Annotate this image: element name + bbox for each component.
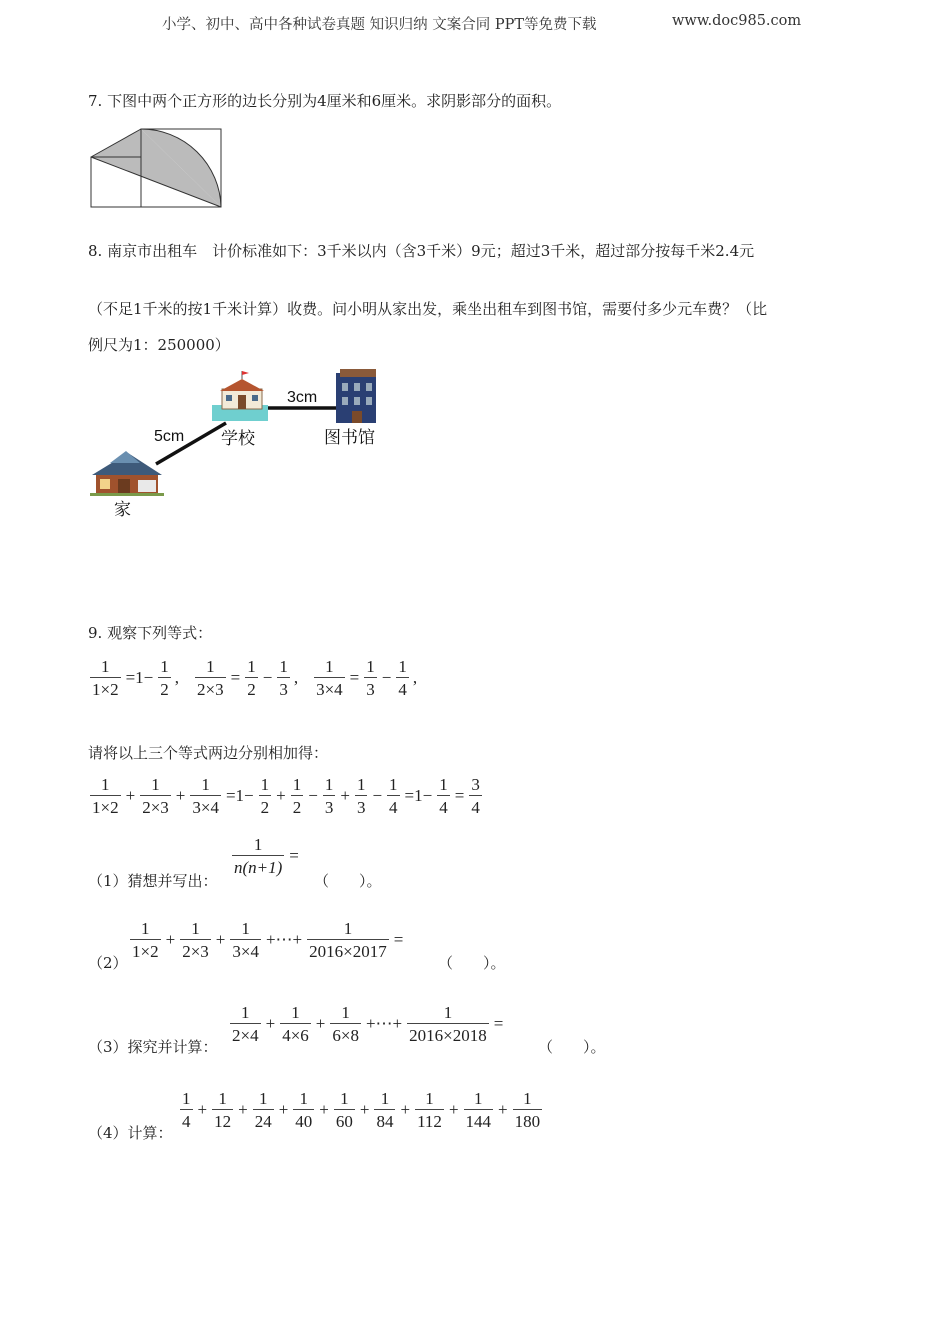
p3-label: （3）探究并计算： (88, 1038, 218, 1056)
p2-answer-blank[interactable]: （ ）。 (438, 954, 506, 972)
fraction: $\frac{1}{2}$ (260, 775, 270, 817)
fraction: $\frac{1}{144}$ (465, 1089, 492, 1131)
fraction: $\frac{1}{3\times 4}$ (192, 775, 219, 817)
p2-label: （2） (88, 954, 128, 972)
fraction: $\frac{1}{4\times 6}$ (282, 1003, 309, 1045)
fraction: $\frac{1}{1\times 2}$ (132, 919, 159, 961)
q7-squares-figure (88, 126, 223, 211)
p2-expression: $\frac{1}{1\times 2}$ + $\frac{1}{2\times 3}$ + $\frac{1}{3\times 4}$ +⋯+ $\frac{1}{2016\times 2017}$ = (132, 919, 404, 961)
school-icon (212, 371, 268, 421)
p3-expression: $\frac{1}{2\times 4}$ + $\frac{1}{4\times 6}$ + $\frac{1}{6\times 8}$ +⋯+ $\frac{1}{2016\times 2018}$ = (232, 1003, 504, 1045)
fraction: $\frac{3}{4}$ (471, 775, 480, 817)
fraction: $\frac{1}{n(n+1)}$ (234, 835, 283, 877)
q9-sum-equation: $\frac{1}{1\times 2}$ + $\frac{1}{2\times 3}$ + $\frac{1}{3\times 4}$ =1− $\frac{1}{2}$ + $\frac{1}{2}$ − $\frac{1}{3}$ + $\frac{1}{3}$ − $\frac{1}{4}$ =1− $\frac{1}{4}$ = $\frac{3}{4}$ (92, 775, 480, 817)
house-icon (90, 451, 164, 496)
fraction: $\frac{1}{2\times 3}$ (142, 775, 169, 817)
q9-sum-text: 请将以上三个等式两边分别相加得： (88, 744, 329, 762)
q9-observe-equations: $\frac{1}{1\times 2}$ =1− $\frac{1}{2}$ , $\frac{1}{2\times 3}$ = $\frac{1}{2}$ − $\frac{1}{3}$ , $\frac{1}{3\times 4}$ = $\frac{1}{3}$ − $\frac{1}{4}$ , (92, 657, 418, 699)
fraction: $\frac{1}{3\times 4}$ (232, 919, 259, 961)
fraction: $\frac{1}{112}$ (417, 1089, 442, 1131)
fraction: $\frac{1}{3}$ (366, 657, 375, 699)
fraction: $\frac{1}{3}$ (324, 775, 334, 817)
fraction: $\frac{1}{2}$ (292, 775, 302, 817)
fraction: $\frac{1}{84}$ (376, 1089, 394, 1131)
p1-answer-blank[interactable]: （ ）。 (314, 872, 382, 890)
q7-text: 7. 下图中两个正方形的边长分别为4厘米和6厘米。求阴影部分的面积。 (88, 92, 562, 110)
fraction: $\frac{1}{2\times 3}$ (197, 657, 224, 699)
fraction: $\frac{1}{60}$ (335, 1089, 353, 1131)
q9-intro: 9. 观察下列等式： (88, 624, 213, 642)
fraction: $\frac{1}{2}$ (160, 657, 169, 699)
q8-line3: 例尺为1：250000） (88, 336, 230, 354)
fraction: $\frac{1}{24}$ (254, 1089, 272, 1131)
fraction: $\frac{1}{2016\times 2018}$ (409, 1003, 487, 1045)
fraction: $\frac{1}{40}$ (295, 1089, 313, 1131)
fraction: $\frac{1}{1\times 2}$ (92, 775, 119, 817)
fraction: $\frac{1}{180}$ (514, 1089, 541, 1131)
fraction: $\frac{1}{2\times 3}$ (182, 919, 209, 961)
fraction: $\frac{1}{3\times 4}$ (316, 657, 343, 699)
home-label: 家 (114, 500, 131, 520)
library-icon (336, 369, 376, 423)
school-label: 学校 (221, 429, 255, 449)
p4-expression: $\frac{1}{4}$ + $\frac{1}{12}$ + $\frac{1}{24}$ + $\frac{1}{40}$ + $\frac{1}{60}$ + $\frac{1}{84}$ + $\frac{1}{112}$ + $\frac{1}{144}$ + $\frac{1}{180}$ (182, 1089, 541, 1131)
fraction: $\frac{1}{2}$ (247, 657, 256, 699)
q8-line2: （不足1千米的按1千米计算）收费。问小明从家出发，乘坐出租车到图书馆，需要付多少元车费？（比 (88, 300, 768, 318)
library-label: 图书馆 (324, 428, 375, 448)
fraction: $\frac{1}{2\times 4}$ (232, 1003, 259, 1045)
q8-map (88, 365, 398, 525)
q8-line1: 8. 南京市出租车 计价标准如下：3千米以内（含3千米）9元；超过3千米，超过部分按每千米2.4元 (88, 242, 755, 260)
p1-label: （1）猜想并写出： (88, 872, 218, 890)
fraction: $\frac{1}{1\times 2}$ (92, 657, 119, 699)
header-url[interactable]: www.doc985.com (672, 13, 802, 29)
p4-label: （4）计算： (88, 1124, 173, 1142)
p3-answer-blank[interactable]: （ ）。 (538, 1038, 606, 1056)
fraction: $\frac{1}{6\times 8}$ (332, 1003, 359, 1045)
fraction: $\frac{1}{4}$ (439, 775, 448, 817)
fraction: $\frac{1}{3}$ (279, 657, 288, 699)
fraction: $\frac{1}{4}$ (182, 1089, 191, 1131)
p1-expression: $\frac{1}{n(n+1)}$ = (234, 835, 299, 877)
distance-school-library: 3cm (287, 389, 318, 406)
fraction: $\frac{1}{12}$ (214, 1089, 232, 1131)
fraction: $\frac{1}{2016\times 2017}$ (309, 919, 387, 961)
header-text: 小学、初中、高中各种试卷真题 知识归纳 文案合同 PPT等免费下载 (162, 17, 597, 33)
fraction: $\frac{1}{3}$ (356, 775, 366, 817)
fraction: $\frac{1}{4}$ (398, 657, 407, 699)
distance-home-school: 5cm (154, 428, 185, 445)
fraction: $\frac{1}{4}$ (389, 775, 398, 817)
